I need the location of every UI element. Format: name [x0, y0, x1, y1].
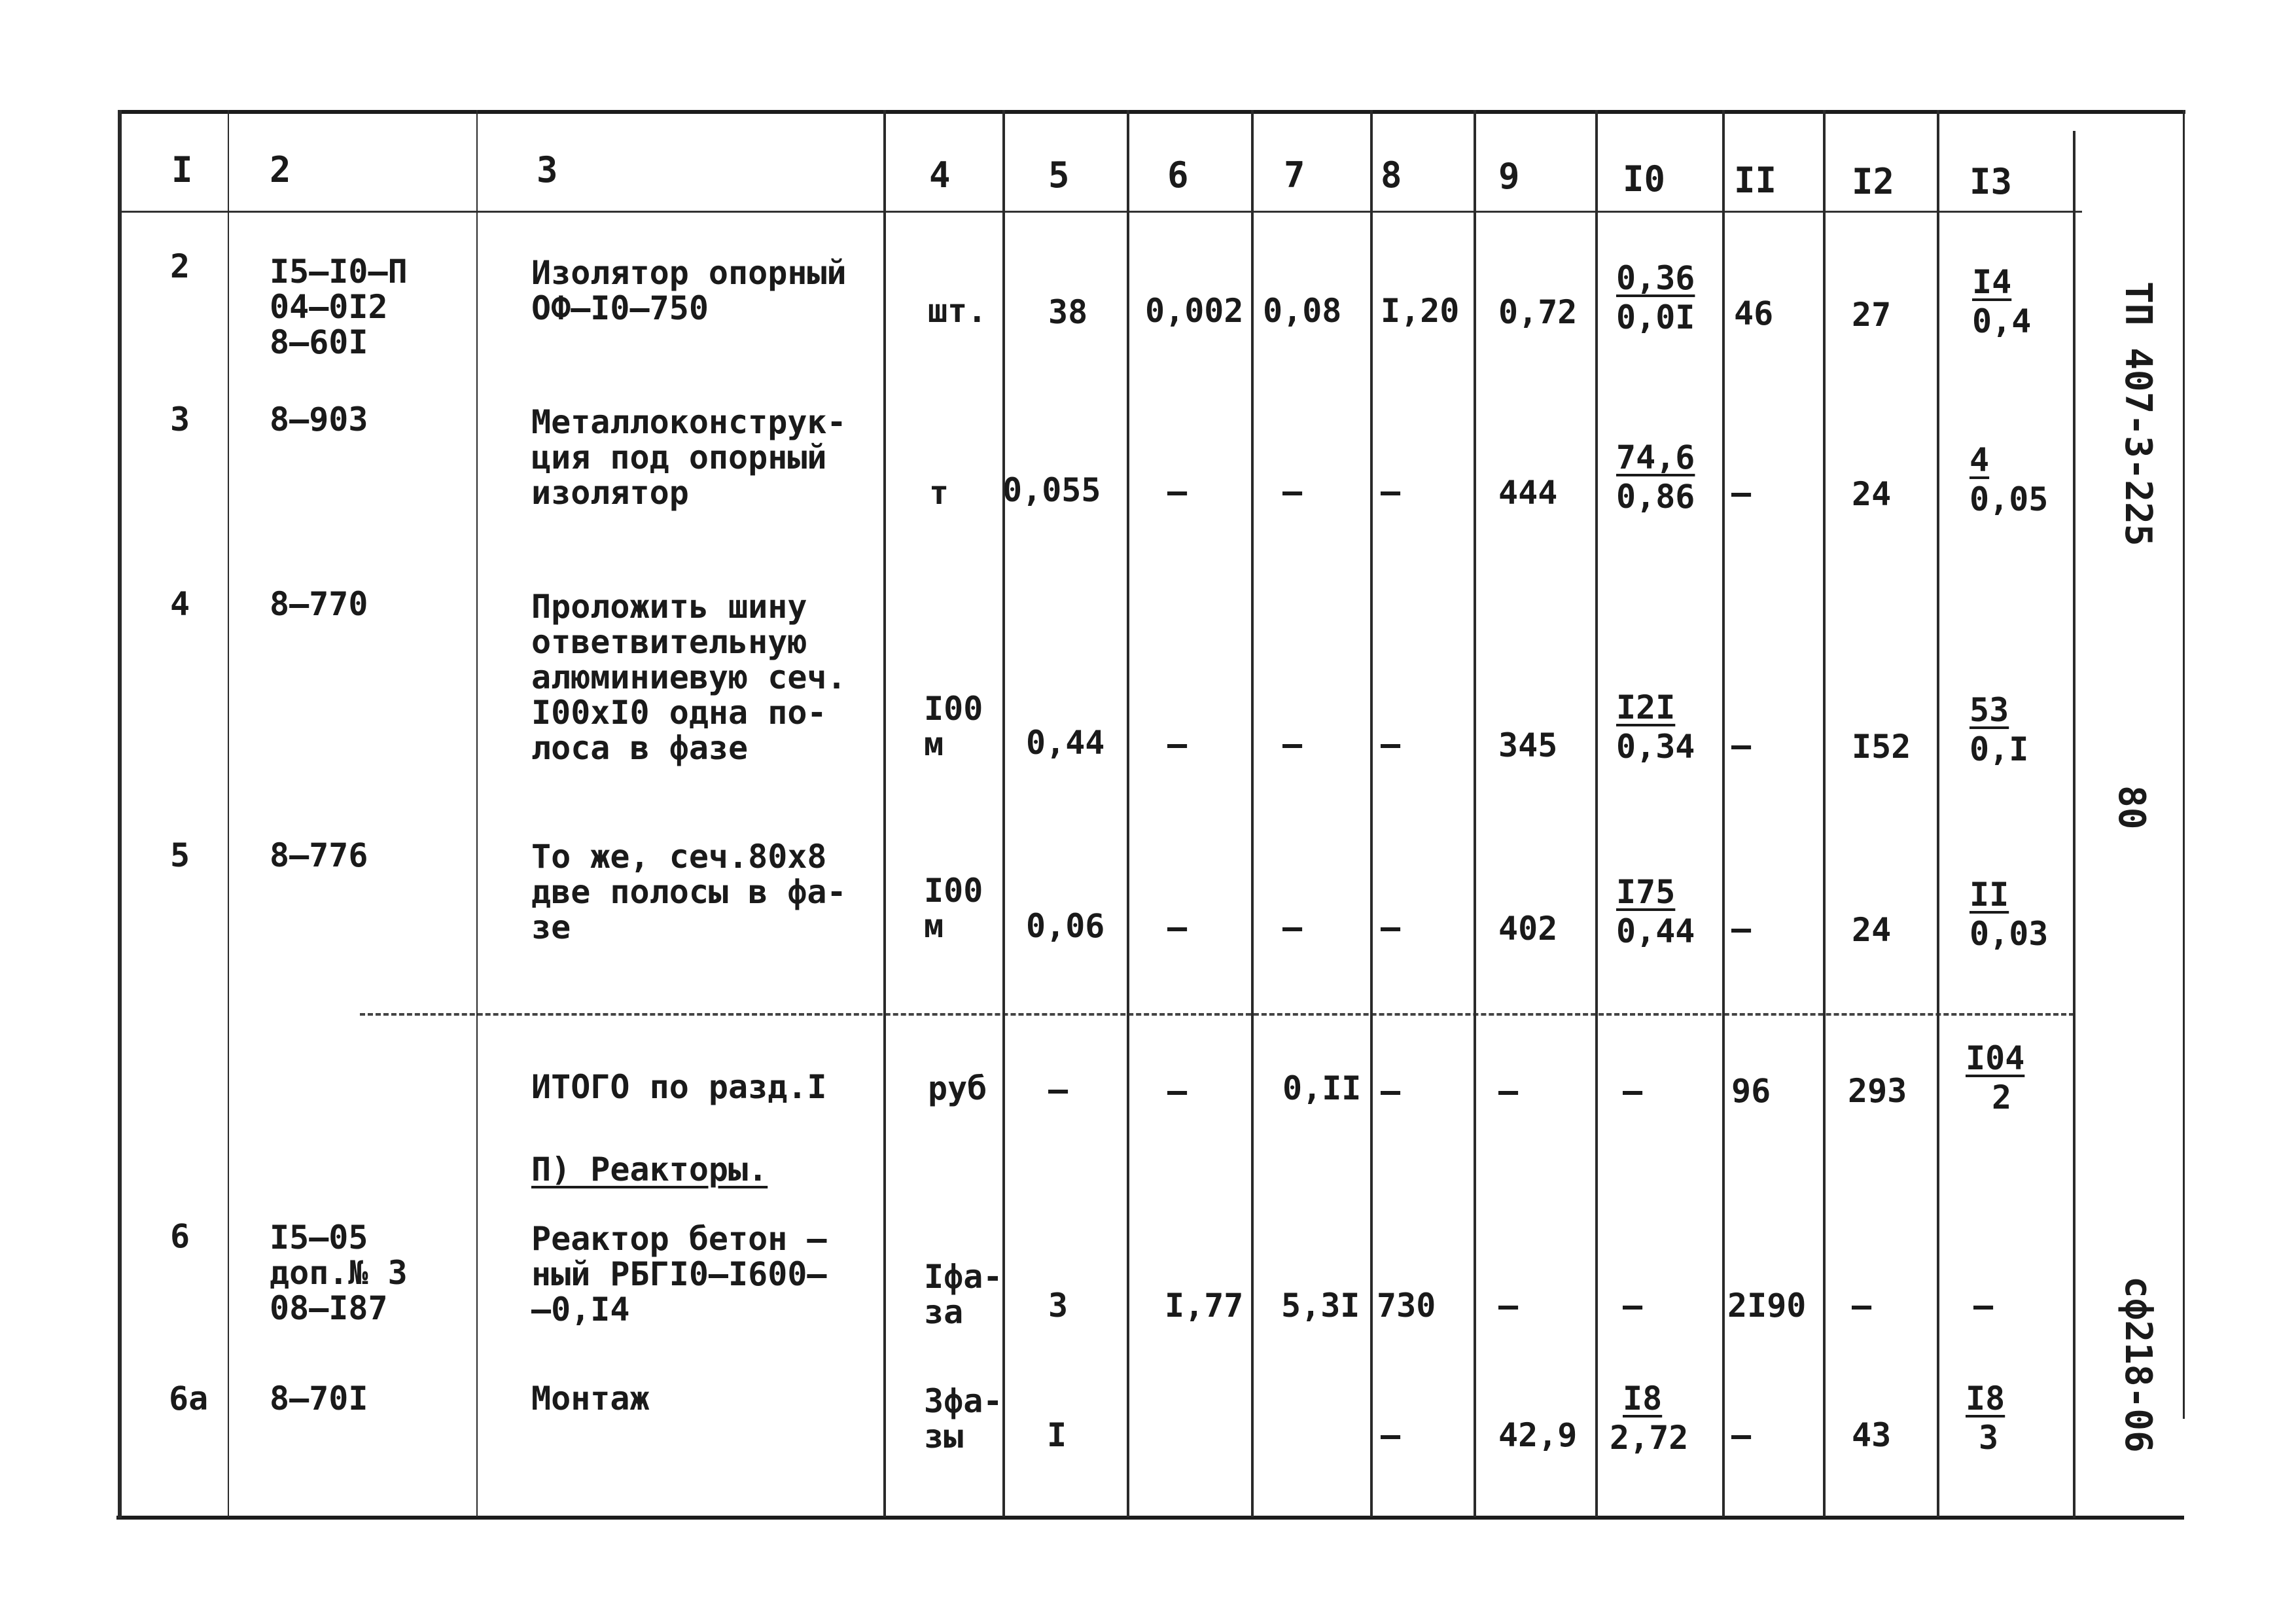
col-header-9: 9 — [1498, 156, 1520, 197]
subtotal-separator — [360, 1013, 2074, 1016]
row-number: 3 — [170, 401, 190, 438]
code-cell: 8–70I — [270, 1380, 368, 1418]
row-number: 6 — [170, 1217, 190, 1255]
col13-fraction — [1966, 1381, 2005, 1455]
description-cell: Монтаж — [531, 1380, 650, 1418]
col11-cell: – — [1731, 474, 1752, 512]
col-header-5: 5 — [1048, 154, 1070, 196]
col9-cell: 444 — [1498, 474, 1558, 512]
col13-fraction — [1969, 442, 2048, 517]
col9-cell: 42,9 — [1498, 1416, 1578, 1454]
unit-cell: I00 м — [924, 872, 983, 945]
col8-cell: – — [1381, 1416, 1401, 1454]
col12-cell: – — [1852, 1287, 1872, 1325]
col-header-10: I0 — [1623, 158, 1666, 200]
col6-cell: – — [1167, 908, 1188, 946]
description-cell: Проложить шину ответвительную алюминиевую сеч. I00хI0 одна по- лоса в фазе — [531, 588, 847, 767]
col10-fraction — [1616, 690, 1695, 764]
col5-cell: I — [1047, 1416, 1067, 1454]
col11-cell: – — [1731, 910, 1752, 948]
col8-cell: – — [1381, 1072, 1401, 1110]
col10-fraction — [1616, 440, 1695, 514]
col-rule-1 — [228, 110, 229, 1517]
fraction-denominator: 2 — [1992, 1079, 2012, 1116]
col12-cell: I52 — [1852, 728, 1911, 766]
fraction-numerator: 74,6 — [1616, 438, 1695, 476]
sheet-code-label: сф218-06 — [2117, 1276, 2159, 1453]
col-rule-12 — [1937, 110, 1939, 1517]
col-rule-8 — [1474, 110, 1476, 1517]
fraction-denominator: 0,44 — [1616, 912, 1695, 950]
col6-cell: – — [1167, 1072, 1188, 1110]
fraction-denominator: 3 — [1979, 1419, 1999, 1457]
col10-cell: – — [1623, 1287, 1643, 1325]
fraction-denominator: 0,86 — [1616, 478, 1695, 516]
code-cell: 8–776 — [270, 836, 368, 874]
subtotal-label: ИТОГО по разд.I — [531, 1068, 827, 1106]
fraction-numerator: I8 — [1623, 1380, 1663, 1418]
col12-cell: 293 — [1848, 1072, 1907, 1110]
col-rule-7 — [1370, 110, 1373, 1517]
col5-cell: 0,06 — [1026, 907, 1105, 945]
col11-cell: 96 — [1731, 1072, 1771, 1110]
fraction-denominator: 0,4 — [1972, 302, 2032, 340]
col10-fraction — [1616, 260, 1695, 335]
description-cell: То же, сеч.80х8 две полосы в фа- зе — [531, 838, 847, 946]
col8-cell: – — [1381, 725, 1401, 763]
fraction-denominator: 0,03 — [1969, 915, 2049, 953]
col10-fraction — [1616, 874, 1695, 949]
col-header-1: I — [171, 149, 193, 190]
unit-cell: I00 м — [924, 690, 983, 763]
code-cell: I5–I0–П 04–0I2 8–60I — [270, 253, 408, 361]
row-number: 4 — [170, 585, 190, 623]
fraction-numerator: I2I — [1616, 688, 1676, 726]
col7-cell: 0,II — [1282, 1069, 1362, 1107]
fraction-denominator: 0,34 — [1616, 728, 1695, 766]
col12-cell: 24 — [1852, 475, 1892, 513]
row-number: 5 — [170, 836, 190, 874]
unit-cell: Iфа- за — [924, 1258, 1003, 1331]
col8-cell: – — [1381, 908, 1401, 946]
fraction-denominator: 0,I — [1969, 730, 2029, 768]
col11-cell: – — [1731, 726, 1752, 764]
unit-cell: т — [929, 474, 949, 512]
description-cell: Изолятор опорный ОФ–I0–750 — [531, 254, 847, 327]
col-header-2: 2 — [270, 149, 291, 190]
unit-cell: 3фа- зы — [924, 1382, 1003, 1455]
unit-cell: руб — [928, 1069, 987, 1107]
description-cell: Реактор бетон – ный РБГI0–I600– –0,I4 — [531, 1220, 827, 1329]
col5-cell: – — [1048, 1071, 1069, 1109]
col8-cell: 730 — [1377, 1287, 1436, 1325]
fraction-denominator: 0,0I — [1616, 298, 1695, 336]
description-cell: Металлоконструк- ция под опорный изолятор — [531, 403, 847, 512]
col-rule-4 — [1002, 110, 1005, 1517]
col13-fraction — [1966, 1041, 2024, 1115]
fraction-numerator: I75 — [1616, 873, 1676, 911]
col-header-11: II — [1734, 160, 1777, 201]
col6-cell: – — [1167, 473, 1188, 510]
fraction-numerator: II — [1969, 876, 2009, 914]
col-rule-3 — [883, 110, 886, 1517]
table-bottom-border — [116, 1516, 2184, 1520]
fraction-numerator: I8 — [1966, 1380, 2005, 1418]
col-rule-11 — [1823, 110, 1826, 1517]
unit-cell: шт. — [928, 292, 987, 330]
col10-cell: – — [1623, 1072, 1643, 1110]
col-rule-6 — [1251, 110, 1254, 1517]
col7-cell: – — [1282, 473, 1303, 510]
col-header-3: 3 — [537, 149, 558, 190]
col-header-8: 8 — [1381, 154, 1402, 196]
fraction-numerator: I04 — [1966, 1039, 2025, 1077]
col7-cell: – — [1282, 725, 1303, 763]
col6-cell: – — [1167, 725, 1188, 763]
col-header-13: I3 — [1969, 161, 2013, 202]
section-heading: П) Реакторы. — [531, 1150, 768, 1188]
col7-cell: 5,3I — [1281, 1287, 1360, 1325]
col10-fraction — [1610, 1381, 1688, 1455]
col-header-4: 4 — [929, 154, 951, 196]
col-header-6: 6 — [1167, 154, 1189, 196]
fraction-numerator: 53 — [1969, 691, 2009, 729]
col-rule-2 — [476, 110, 478, 1517]
row-number: 6а — [169, 1380, 209, 1418]
col13-fraction — [1969, 692, 2028, 767]
fraction-numerator: 4 — [1969, 441, 1990, 479]
col13-fraction — [1972, 264, 2031, 339]
col12-cell: 43 — [1852, 1416, 1892, 1454]
col12-cell: 24 — [1852, 911, 1892, 949]
col-rule-left — [118, 110, 122, 1518]
fraction-denominator: 0,05 — [1969, 480, 2049, 518]
col9-cell: 0,72 — [1498, 293, 1578, 331]
col-header-12: I2 — [1852, 161, 1895, 202]
col8-cell: I,20 — [1381, 292, 1460, 330]
fraction-numerator: I4 — [1972, 263, 2012, 301]
col-header-7: 7 — [1284, 154, 1305, 196]
fraction-numerator: 0,36 — [1616, 259, 1695, 297]
col11-cell: 2I90 — [1727, 1287, 1807, 1325]
col11-cell: 46 — [1734, 294, 1774, 332]
header-separator — [119, 211, 2082, 213]
col-rule-right — [2183, 110, 2185, 1419]
col5-cell: 0,44 — [1026, 724, 1105, 762]
col9-cell: 345 — [1498, 726, 1558, 764]
code-cell: I5–05 доп.№ 3 08–I87 — [270, 1219, 408, 1327]
col-rule-13 — [2073, 131, 2075, 1518]
col5-cell: 3 — [1048, 1287, 1069, 1325]
col-rule-9 — [1595, 110, 1598, 1517]
col12-cell: 27 — [1852, 296, 1892, 334]
page-number-label: 80 — [2110, 785, 2153, 830]
fraction-denominator: 2,72 — [1610, 1419, 1689, 1457]
col6-cell: I,77 — [1165, 1287, 1244, 1325]
row-number: 2 — [170, 247, 190, 285]
document-code-label: ТП 407-3-225 — [2117, 281, 2159, 546]
code-cell: 8–903 — [270, 401, 368, 438]
col9-cell: – — [1498, 1072, 1519, 1110]
col8-cell: – — [1381, 473, 1401, 510]
col-rule-5 — [1127, 110, 1129, 1517]
col6-cell: 0,002 — [1145, 292, 1244, 330]
code-cell: 8–770 — [270, 585, 368, 623]
col7-cell: – — [1282, 908, 1303, 946]
col5-cell: 0,055 — [1002, 471, 1101, 509]
col13-cell: – — [1973, 1287, 1994, 1325]
col9-cell: – — [1498, 1287, 1519, 1325]
col11-cell: – — [1731, 1416, 1752, 1454]
col9-cell: 402 — [1498, 910, 1558, 948]
col-rule-10 — [1722, 110, 1725, 1517]
table-top-border — [118, 110, 2185, 114]
col5-cell: 38 — [1048, 293, 1088, 331]
col13-fraction — [1969, 877, 2048, 952]
col7-cell: 0,08 — [1263, 292, 1342, 330]
